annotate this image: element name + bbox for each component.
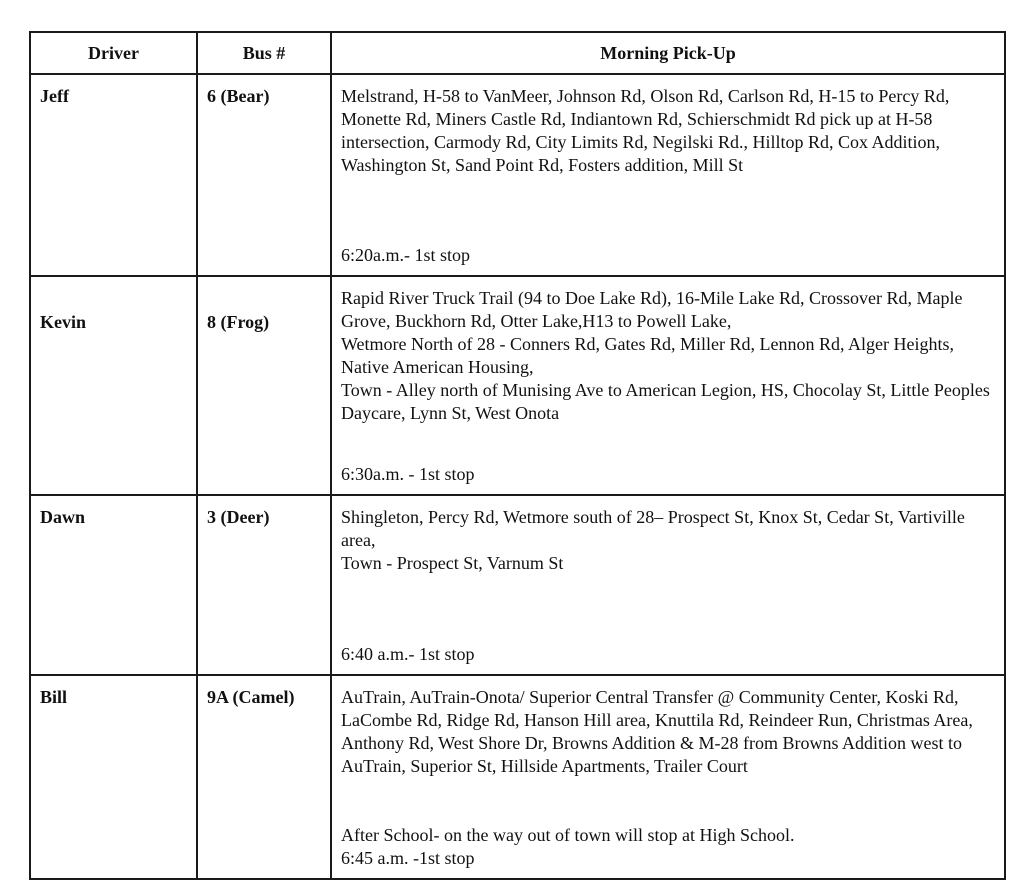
route-cell [331, 276, 1005, 495]
driver-name: Kevin [30, 276, 197, 495]
driver-name: Jeff [30, 74, 197, 276]
header-morning-pickup: Morning Pick-Up [331, 32, 1005, 74]
first-stop-time: 6:45 a.m. -1st stop [341, 848, 475, 868]
route-text: Rapid River Truck Trail (94 to Doe Lake Rd), 16-Mile Lake Rd, Crossover Rd, Maple Grove, Buckhorn Rd, Otter Lake,H13 to Powell Lake, [341, 288, 963, 331]
route-cell [331, 74, 1005, 276]
header-bus-number: Bus # [197, 32, 331, 74]
route-text: Town - Alley north of Munising Ave to American Legion, HS, Chocolay St, Little Peoples Daycare, Lynn St, West Onota [341, 380, 990, 423]
first-stop-time: 6:30a.m. - 1st stop [341, 464, 475, 484]
bus-number: 6 (Bear) [197, 74, 331, 276]
driver-name: Dawn [30, 495, 197, 675]
route-text: Town - Prospect St, Varnum St [341, 553, 564, 573]
route-text: Melstrand, H-58 to VanMeer, Johnson Rd, Olson Rd, Carlson Rd, H-15 to Percy Rd, Monette Rd, Miners Castle Rd, Indiantown Rd, Schierschmidt Rd pick up at H-58 intersection, Carmody Rd, City Limits Rd, Negilski Rd., Hilltop Rd, Cox Addition, Washington St, Sand Point Rd, Fosters addition, Mill St [341, 86, 950, 175]
bus-number: 9A (Camel) [197, 675, 331, 879]
route-cell [331, 495, 1005, 675]
bus-number: 3 (Deer) [197, 495, 331, 675]
table-row [30, 74, 1005, 276]
route-text: AuTrain, AuTrain-Onota/ Superior Central Transfer @ Community Center, Koski Rd, LaCombe Rd, Ridge Rd, Hanson Hill area, Knuttila Rd, Reindeer Run, Christmas Area, Anthony Rd, West Shore Dr, Browns Addition & M-28 from Browns Addition west to AuTrain, Superior St, Hillside Apartments, Trailer Court [341, 687, 973, 776]
route-text: Shingleton, Percy Rd, Wetmore south of 28– Prospect St, Knox St, Cedar St, Vartiville area, [341, 507, 965, 550]
first-stop-time: 6:40 a.m.- 1st stop [341, 644, 475, 664]
route-note: After School- on the way out of town will stop at High School. [341, 825, 795, 845]
first-stop-time: 6:20a.m.- 1st stop [341, 245, 470, 265]
header-row [30, 32, 1005, 74]
header-driver: Driver [30, 32, 197, 74]
bus-schedule-table [29, 31, 1006, 880]
route-text: Wetmore North of 28 - Conners Rd, Gates Rd, Miller Rd, Lennon Rd, Alger Heights, Native American Housing, [341, 334, 954, 377]
driver-name: Bill [30, 675, 197, 879]
bus-number: 8 (Frog) [197, 276, 331, 495]
table-row [30, 495, 1005, 675]
table-row [30, 276, 1005, 495]
table-row [30, 675, 1005, 879]
route-cell [331, 675, 1005, 879]
